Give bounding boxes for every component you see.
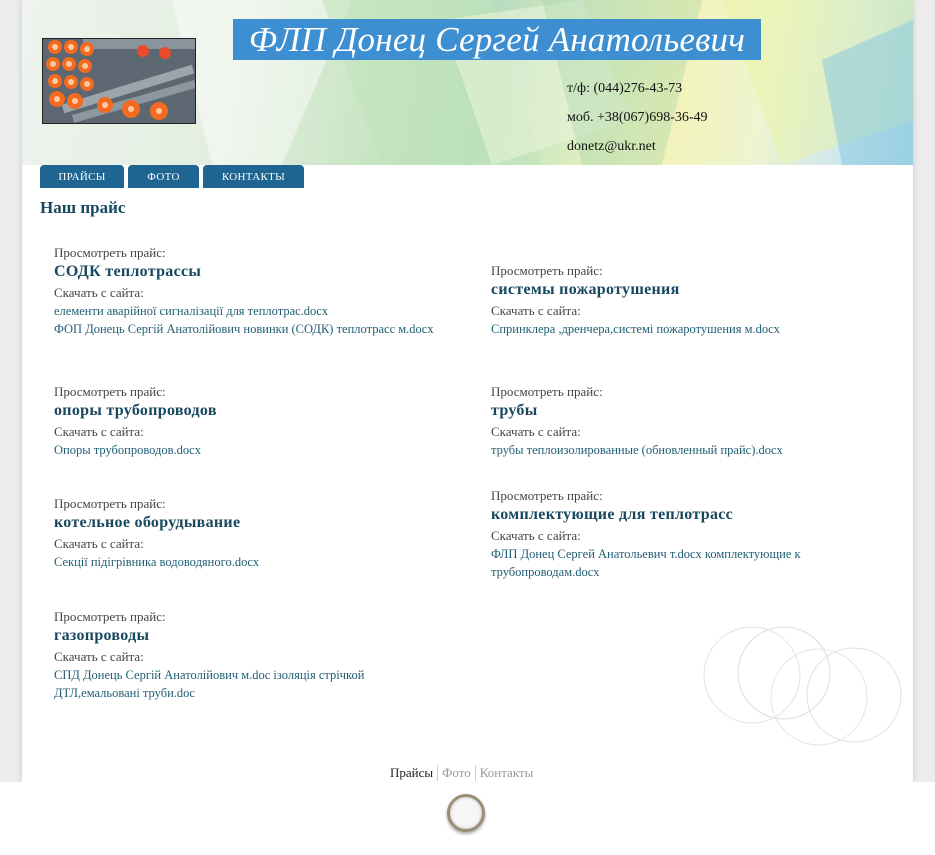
view-price-label: Просмотреть прайс: xyxy=(54,245,166,260)
file-link[interactable]: СПД Донець Сергій Анатолійович м.doc ізоляція стрічкой ДТЛ,емальовані труби.doc xyxy=(54,668,365,700)
file-link[interactable]: Секції підігрівника водоводяного.docx xyxy=(54,555,260,569)
site-title: ФЛП Донец Сергей Анатольевич xyxy=(233,19,761,60)
footer-link-photo[interactable]: Фото xyxy=(437,765,475,781)
price-title-link[interactable]: опоры трубопроводов xyxy=(54,402,217,419)
price-block-fire xyxy=(491,262,911,338)
pipes-image xyxy=(43,39,195,123)
price-block-sodk xyxy=(54,244,474,338)
download-label: Скачать с сайта: xyxy=(491,528,581,543)
contact-phone: т/ф: (044)276-43-73 xyxy=(567,81,683,96)
price-block-pipes xyxy=(491,383,911,459)
view-price-label: Просмотреть прайс: xyxy=(54,496,166,511)
file-link[interactable]: Спринклера ,дренчера,системі пожаротушения м.docx xyxy=(491,322,780,336)
download-label: Скачать с сайта: xyxy=(491,424,581,439)
view-price-label: Просмотреть прайс: xyxy=(491,384,603,399)
price-title-link[interactable]: газопроводы xyxy=(54,627,150,644)
tab-prices[interactable]: ПРАЙСЫ xyxy=(40,165,124,188)
tab-photo[interactable]: ФОТО xyxy=(128,165,199,188)
page-title: Наш прайс xyxy=(40,198,126,217)
footer-nav xyxy=(386,765,537,781)
price-title-link[interactable]: трубы xyxy=(491,402,538,419)
price-title-link[interactable]: системы пожаротушения xyxy=(491,281,680,298)
view-price-label: Просмотреть прайс: xyxy=(54,384,166,399)
view-price-label: Просмотреть прайс: xyxy=(54,609,166,624)
contact-mobile: моб. +38(067)698-36-49 xyxy=(567,110,708,125)
download-label: Скачать с сайта: xyxy=(54,424,144,439)
price-title-link[interactable]: котельное оборудывание xyxy=(54,514,241,531)
file-link[interactable]: ФОП Донець Сергій Анатолійович новинки (СОДК) теплотрасс м.docx xyxy=(54,322,434,336)
price-title-link[interactable]: комплектующие для теплотрасс xyxy=(491,506,734,523)
download-label: Скачать с сайта: xyxy=(491,303,581,318)
price-block-supports xyxy=(54,383,474,459)
download-label: Скачать с сайта: xyxy=(54,285,144,300)
price-block-gas xyxy=(54,608,424,702)
file-link[interactable]: елементи аварійної сигналізації для теплотрас.docx xyxy=(54,304,329,318)
page-container xyxy=(22,0,913,782)
site-header xyxy=(22,0,913,165)
decorative-circles xyxy=(694,625,909,755)
file-link[interactable]: трубы теплоизолированные (обновленный прайс).docx xyxy=(491,443,783,457)
footer-link-prices[interactable]: Прайсы xyxy=(390,765,434,780)
footer-link-contacts[interactable]: Контакты xyxy=(475,765,538,781)
download-label: Скачать с сайта: xyxy=(54,536,144,551)
file-link[interactable]: Опоры трубопроводов.docx xyxy=(54,443,201,457)
download-label: Скачать с сайта: xyxy=(54,649,144,664)
price-block-components xyxy=(491,487,861,581)
view-price-label: Просмотреть прайс: xyxy=(491,488,603,503)
contact-email[interactable]: donetz@ukr.net xyxy=(567,139,656,154)
header-pipes-photo xyxy=(42,38,196,124)
loading-spinner-icon xyxy=(447,794,485,832)
tab-contacts[interactable]: КОНТАКТЫ xyxy=(203,165,304,188)
price-block-boiler xyxy=(54,495,474,571)
view-price-label: Просмотреть прайс: xyxy=(491,263,603,278)
price-title-link[interactable]: СОДК теплотрассы xyxy=(54,263,202,280)
file-link[interactable]: ФЛП Донец Сергей Анатольевич т.docx комплектующие к трубопроводам.docx xyxy=(491,547,801,579)
